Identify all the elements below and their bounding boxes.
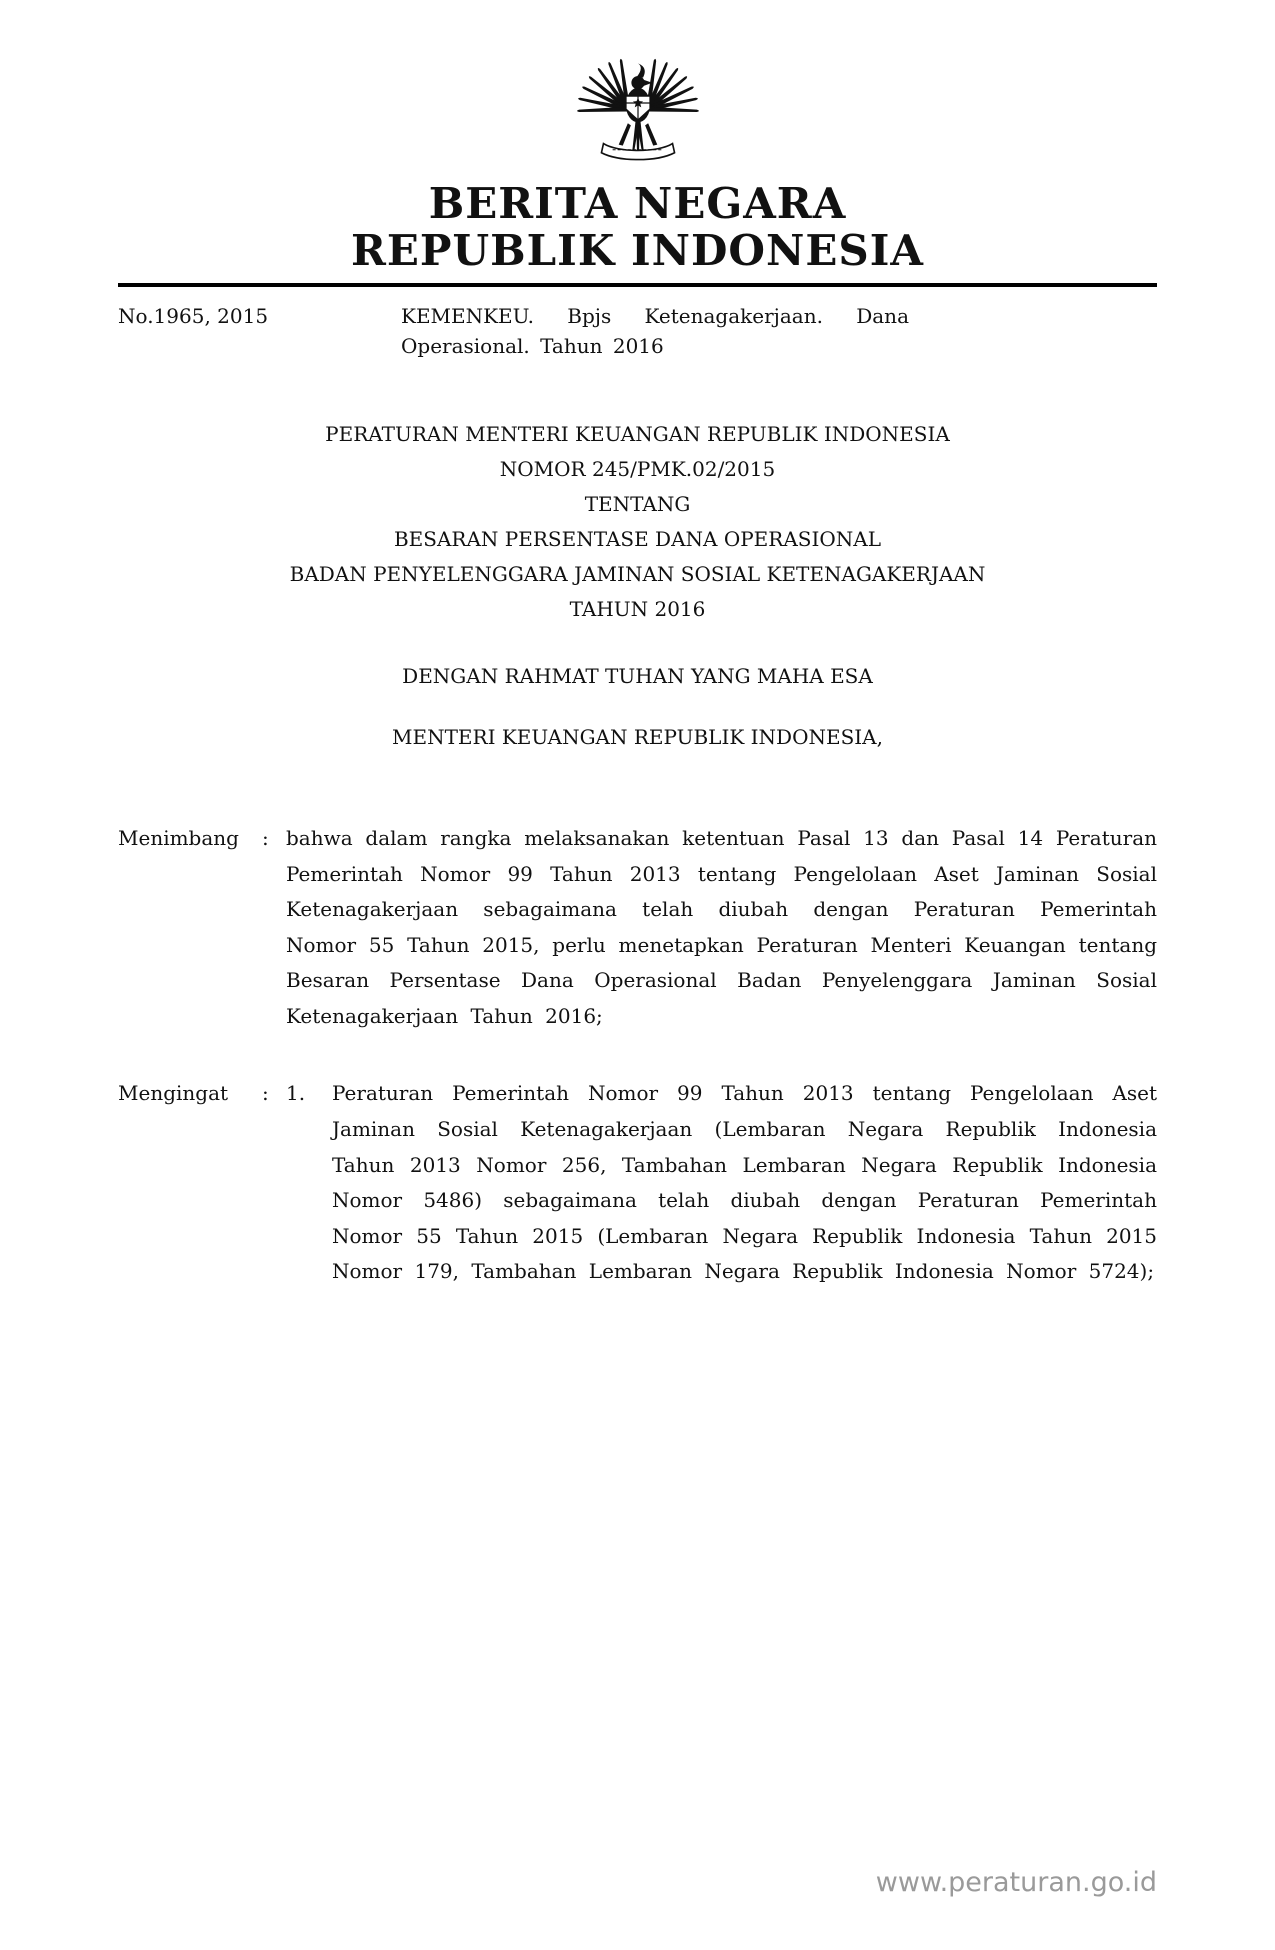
regulation-title-block	[118, 417, 1157, 627]
preamble-clauses	[118, 821, 1157, 1290]
masthead-line-2: REPUBLIK INDONESIA	[351, 226, 924, 276]
authority-line: MENTERI KEUANGAN REPUBLIK INDONESIA,	[392, 724, 883, 749]
masthead-line-1: BERITA NEGARA	[428, 179, 847, 228]
regulation-subject-line-1: BESARAN PERSENTASE DANA OPERASIONAL	[393, 526, 882, 551]
regulation-title-line: PERATURAN MENTERI KEUANGAN REPUBLIK INDONESIA	[325, 421, 950, 446]
gazette-subject: KEMENKEU. Bpjs Ketenagakerjaan. Dana Operasional. Tahun 2016	[401, 303, 909, 358]
regulation-number-line: NOMOR 245/PMK.02/2015	[499, 456, 776, 481]
header-rule-divider	[118, 283, 1157, 287]
recalling-item-number: 1.	[286, 1081, 306, 1106]
recalling-label: Mengingat	[118, 1081, 229, 1106]
recalling-item-text: Peraturan Pemerintah Nomor 99 Tahun 2013 tentang Pengelolaan Aset Jaminan Sosial Ketenagakerjaan (Lembaran Negara Republik Indonesia Tahun 2013 Nomor 256, Tambahan Lembaran Negara Republik Indonesia Nomor 5486) sebagaimana telah diubah dengan Peraturan Pemerintah Nomor 55 Tahun 2015 (Lembaran Negara Republik Indonesia Tahun 2015 Nomor 179, Tambahan Lembaran Negara Republik Indonesia Nomor 5724);	[332, 1081, 1157, 1284]
garuda-pancasila-icon	[572, 42, 704, 164]
regulation-year-line: TAHUN 2016	[569, 596, 706, 621]
considering-clause	[118, 821, 1157, 1035]
recalling-clause	[118, 1076, 1157, 1290]
masthead-title	[118, 180, 1157, 275]
emblem-container	[118, 42, 1157, 168]
recalling-items	[286, 1076, 1157, 1290]
watermark-url: www.peraturan.go.id	[875, 1867, 1157, 1898]
considering-label: Menimbang	[118, 825, 239, 850]
gazette-number: No.1965, 2015	[118, 303, 269, 328]
recalling-colon: :	[262, 1081, 269, 1106]
regulation-tentang-line: TENTANG	[584, 491, 691, 516]
invocation-line: DENGAN RAHMAT TUHAN YANG MAHA ESA	[402, 663, 873, 688]
considering-text: bahwa dalam rangka melaksanakan ketentuan Pasal 13 dan Pasal 14 Peraturan Pemerintah Nomor 99 Tahun 2013 tentang Pengelolaan Aset Jaminan Sosial Ketenagakerjaan sebagaimana telah diubah dengan Peraturan Pemerintah Nomor 55 Tahun 2015, perlu menetapkan Peraturan Menteri Keuangan tentang Besaran Persentase Dana Operasional Badan Penyelenggara Jaminan Sosial Ketenagakerjaan Tahun 2016;	[286, 825, 1157, 1028]
regulation-subject-line-2: BADAN PENYELENGGARA JAMINAN SOSIAL KETENAGAKERJAAN	[289, 561, 986, 586]
recalling-item	[286, 1076, 1157, 1290]
gazette-header-row	[118, 301, 1157, 361]
considering-colon: :	[262, 825, 269, 850]
